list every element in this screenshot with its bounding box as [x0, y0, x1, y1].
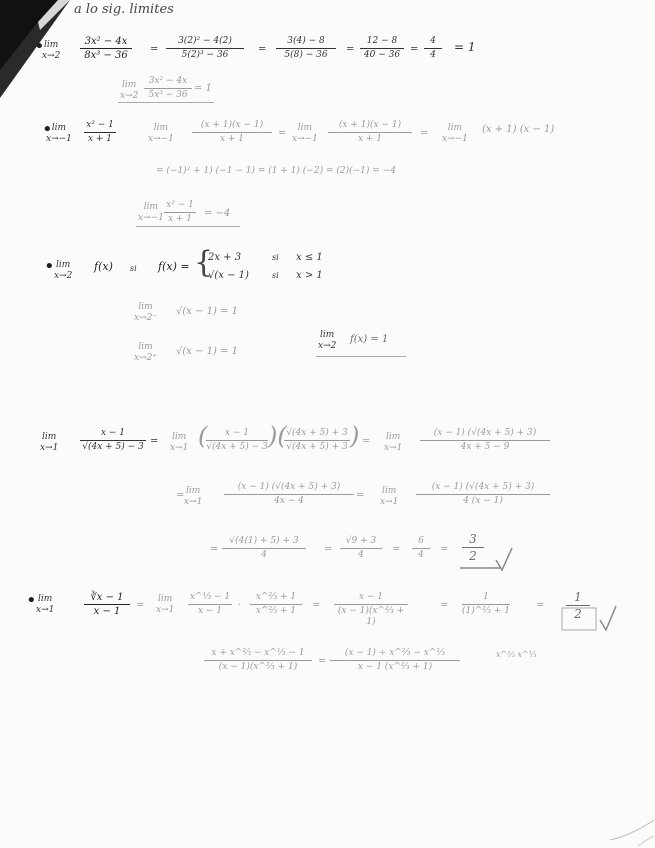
simplified-step: (x − 1) (√(4x + 5) + 3) 4x − 4: [224, 482, 354, 507]
substitution-step: 12 − 8 40 − 36: [360, 36, 404, 61]
conjugate-fraction: x − 1 √(4x + 5) − 3: [206, 428, 268, 452]
function-definition: f(x) =: [158, 260, 190, 273]
equals: =: [420, 128, 429, 139]
lim-label: lim x→−1: [46, 123, 72, 144]
equals: =: [324, 544, 333, 555]
equals: =: [440, 544, 449, 555]
cancel-step: (x − 1) (√(4x + 5) + 3) 4 (x − 1): [416, 482, 550, 507]
bullet-1: •: [34, 36, 45, 57]
final-answer: 1 2: [566, 590, 590, 621]
conjugate-fraction: x^⅔ + 1 x^⅔ + 1: [250, 592, 302, 617]
equals: =: [136, 600, 145, 611]
paren-close: )(: [268, 422, 287, 450]
bullet-2: •: [42, 119, 53, 140]
substitution-step: 3(2)² − 4(2) 5(2)³ − 36: [166, 36, 244, 61]
answer-underline: [136, 226, 240, 227]
equals: =: [346, 44, 355, 55]
equals: =: [392, 544, 401, 555]
lim-label: lim x→2: [120, 80, 139, 101]
answer-underline: [316, 356, 406, 357]
substitution-step: 4 4: [424, 36, 442, 61]
lim-label: lim x→1: [384, 432, 403, 453]
lim-label: lim x→1: [40, 432, 59, 453]
factored-step: (x + 1)(x − 1) x + 1: [192, 120, 272, 145]
lim-label: lim x→1: [156, 594, 175, 615]
answer-underline: [118, 102, 214, 103]
paren-close: ): [350, 422, 360, 450]
lim-label: lim x→1: [170, 432, 189, 453]
case-1: 2x + 3: [208, 252, 242, 263]
equals: =: [278, 128, 287, 139]
lim-label: lim x→2: [54, 260, 73, 281]
scratch-work: (x − 1) ÷ x^⅔ − x^⅓ x − 1 (x^⅔ + 1): [330, 648, 460, 673]
cancel-step: (x + 1)(x − 1) x + 1: [328, 120, 412, 145]
equals: =: [536, 600, 545, 611]
page-smudge: [610, 810, 655, 848]
lim-label: lim x→1: [184, 486, 203, 507]
scratch-note: x^⅔ x^⅓: [496, 650, 537, 659]
equals: =: [312, 600, 321, 611]
simplified-step: (x + 1) (x − 1): [482, 124, 555, 135]
paren-open: (: [198, 422, 208, 450]
boxed-result: = −4: [204, 208, 231, 219]
case-2: √(x − 1): [208, 270, 249, 281]
result: = 1: [454, 40, 476, 54]
expression: 3x² − 4x 8x³ − 36: [80, 36, 132, 61]
lim-label: lim x→2⁺: [134, 342, 158, 363]
condition-si: si: [272, 253, 279, 262]
conjugate-fraction: √(4x + 5) + 3 √(4x + 5) + 3: [284, 428, 350, 453]
lim-label: lim x→−1: [442, 123, 468, 144]
boxed-expression: 3x² − 4x 5x³ − 36: [144, 76, 192, 101]
equals: =: [362, 436, 371, 447]
substitution-step: 3(4) − 8 5(8) − 36: [276, 36, 336, 61]
condition-2: x > 1: [296, 270, 323, 281]
evaluation-step: √9 + 3 4: [340, 536, 382, 561]
condition-si: si: [272, 271, 279, 280]
equals: =: [410, 44, 419, 55]
bullet-3: •: [44, 256, 55, 277]
boxed-expression: x² − 1 x + 1: [164, 200, 196, 225]
right-limit: √(x − 1) = 1: [176, 346, 239, 357]
lim-label: lim x→−1: [138, 202, 164, 223]
final-answer: 3 2: [462, 532, 484, 563]
lim-label: lim x→2⁻: [134, 302, 158, 323]
equals: =: [258, 44, 267, 55]
lim-label: lim x→−1: [148, 123, 174, 144]
page-title: a lo sig. limites: [74, 2, 174, 17]
function-label: f(x): [94, 260, 113, 273]
evaluation-step: √(4(1) + 5) + 3 4: [222, 536, 306, 561]
evaluation-step: 1 (1)^⅔ + 1: [462, 592, 511, 616]
evaluation-line: = (−1)² + 1) (−1 − 1) = (1 + 1) (−2) = (2)(−1) = −4: [156, 166, 396, 176]
rewritten-fraction: x^⅓ − 1 x − 1: [189, 592, 231, 616]
boxed-result: = 1: [194, 83, 212, 94]
multiply: ·: [238, 600, 242, 611]
condition-1: x ≤ 1: [296, 252, 323, 263]
lim-label: lim x→1: [36, 594, 55, 615]
checkmark-icon: [560, 586, 620, 636]
lim-label: lim x→1: [380, 486, 399, 507]
bullet-5: •: [26, 590, 37, 611]
evaluation-step: 6 4: [412, 536, 430, 561]
expression: x − 1 √(4x + 5) − 3: [80, 428, 146, 453]
si-label: si: [130, 264, 137, 273]
boxed-result: f(x) = 1: [350, 334, 389, 345]
equals: =: [176, 490, 185, 501]
equals: =: [318, 656, 327, 667]
equals: =: [210, 544, 219, 555]
lim-label: lim x→2: [42, 40, 61, 61]
piecewise-brace: {: [194, 245, 214, 280]
lim-label: lim x→2: [318, 330, 337, 351]
equals: =: [356, 490, 365, 501]
expression: ∛x − 1 x − 1: [84, 592, 130, 617]
scratch-work: x + x^⅔ − x^⅓ − 1 (x − 1)(x^⅔ + 1): [204, 648, 312, 673]
cancel-step: x − 1 (x − 1)(x^⅔ + 1): [334, 592, 408, 628]
equals: =: [440, 600, 449, 611]
equals: =: [150, 44, 159, 55]
equals: =: [150, 436, 159, 447]
expression: x² − 1 x + 1: [84, 120, 116, 145]
expanded-step: (x − 1) (√(4x + 5) + 3) 4x + 5 − 9: [420, 428, 550, 453]
checkmark-icon: [456, 530, 516, 574]
lim-label: lim x→−1: [292, 123, 318, 144]
left-limit: √(x − 1) = 1: [176, 306, 239, 317]
